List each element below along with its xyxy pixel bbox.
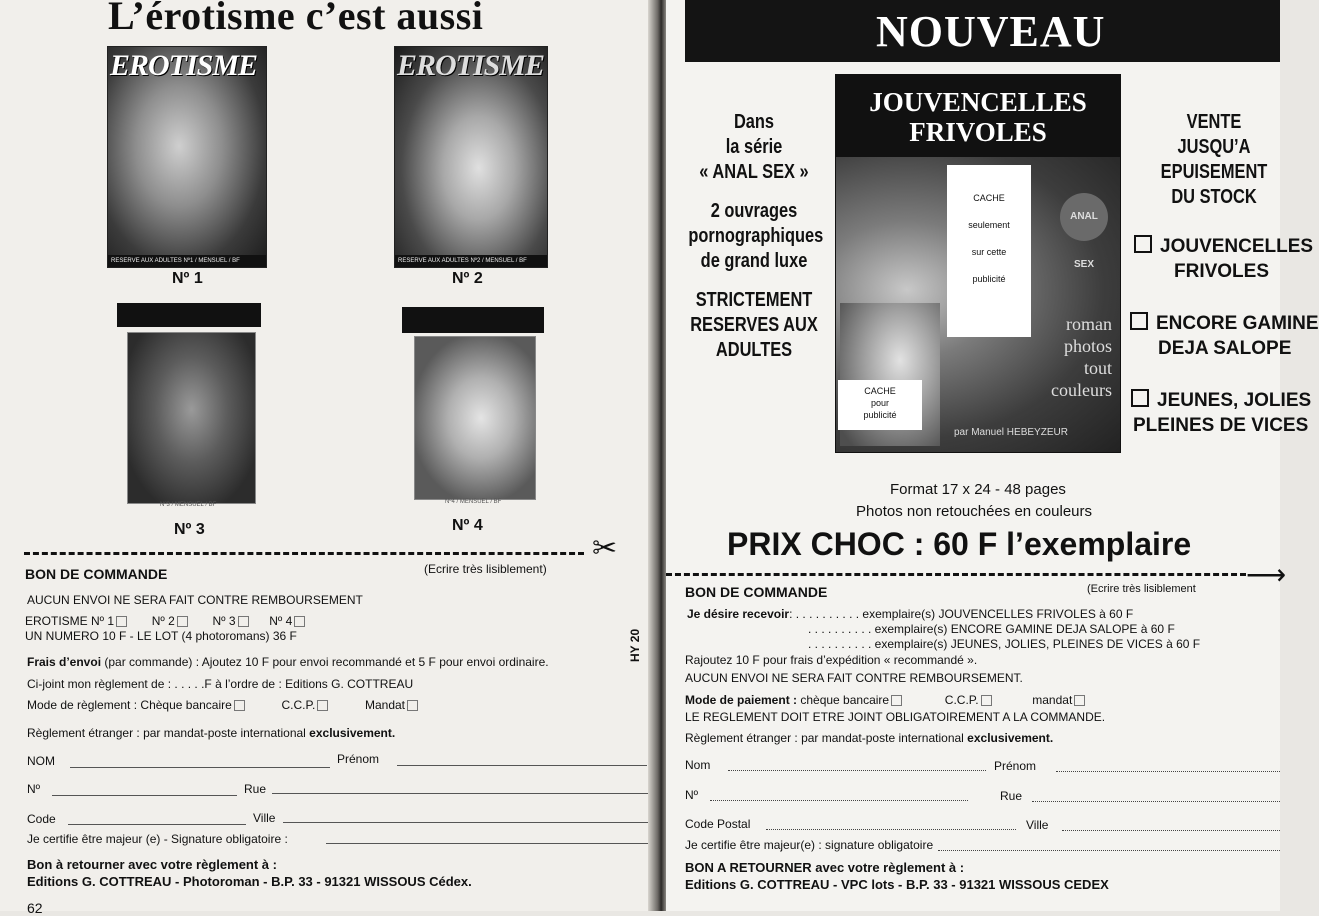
right-nom-field[interactable] <box>728 770 986 771</box>
right-prenom-label: Prénom <box>994 759 1037 773</box>
book-badge: ANAL SEX <box>1060 193 1108 241</box>
cache-big-3: sur cette <box>971 247 1007 257</box>
left-order-title: BON DE COMMANDE <box>25 566 168 582</box>
option-3-checkbox[interactable] <box>1131 389 1149 407</box>
mode-cheque-label: Mode de règlement : Chèque bancaire <box>27 698 232 712</box>
left-page-number: 62 <box>27 900 43 916</box>
promo-l5: pornographiques <box>688 225 824 247</box>
photos-line: Photos non retouchées en couleurs <box>856 503 1092 520</box>
cover-2 <box>394 46 548 268</box>
left-rue-label: Rue <box>244 782 267 796</box>
format-line: Format 17 x 24 - 48 pages <box>890 481 1066 498</box>
book-roman <box>1042 313 1112 401</box>
right-return-1: BON A RETOURNER avec votre règlement à : <box>685 860 965 875</box>
desire-1 <box>687 607 1133 621</box>
mode-mandat-checkbox[interactable] <box>407 700 418 711</box>
right-mode-cheque: chèque bancaire <box>797 693 890 707</box>
right-order-hint: (Ecrire très lisiblement <box>1087 583 1196 595</box>
item-3-label: Nº 3 <box>212 614 236 628</box>
mode-ccp-checkbox[interactable] <box>317 700 328 711</box>
promo-right-column <box>1124 110 1280 210</box>
option-1-checkbox[interactable] <box>1134 235 1152 253</box>
shipping-text: (par commande) : Ajoutez 10 F pour envoi recommandé et 5 F pour envoi ordinaire. <box>101 655 549 669</box>
roman-3: tout <box>1083 358 1112 378</box>
mode-ccp-label: C.C.P. <box>281 698 316 712</box>
right-mandat-checkbox[interactable] <box>1074 695 1085 706</box>
right-ccp-checkbox[interactable] <box>981 695 992 706</box>
right-no-label: Nº <box>685 788 699 802</box>
foreign-bold: exclusivement. <box>309 726 396 740</box>
left-nom-label: NOM <box>27 754 55 768</box>
option-3[interactable] <box>1131 388 1311 438</box>
option-2-line2: DEJA SALOPE <box>1158 338 1292 359</box>
arrow-icon: ⟶ <box>1246 559 1287 590</box>
right-return-2: Editions G. COTTREAU - VPC lots - B.P. 33 - 91321 WISSOUS CEDEX <box>685 877 1109 892</box>
desire-label: Je désire recevoir <box>687 607 790 621</box>
left-nom-field[interactable] <box>70 767 330 768</box>
right-code-label: Code Postal <box>685 817 751 831</box>
desire-item-1[interactable]: : . . . . . . . . . . exemplaire(s) JOUVENCELLES FRIVOLES à 60 F <box>789 607 1134 621</box>
cut-line-right <box>666 573 1246 576</box>
cache-big-1: CACHE <box>973 193 1005 203</box>
promo-l2: la série <box>725 136 783 158</box>
cache-big-2: seulement <box>968 220 1010 230</box>
option-2[interactable] <box>1130 311 1319 361</box>
right-must-join: LE REGLEMENT DOIT ETRE JOINT OBLIGATOIREMENT A LA COMMANDE. <box>685 710 1106 724</box>
right-rue-field[interactable] <box>1032 801 1280 802</box>
cache-small-2: pour <box>870 398 889 408</box>
mode-cheque-checkbox[interactable] <box>234 700 245 711</box>
item-4-checkbox[interactable] <box>294 616 305 627</box>
cover-2-label: Nº 2 <box>452 270 483 287</box>
option-3-line1: JEUNES, JOLIES <box>1157 390 1312 411</box>
book-cover <box>835 74 1121 453</box>
censor-bar-3 <box>117 303 261 327</box>
cover-2-strip: RESERVE AUX ADULTES Nº2 / MENSUEL / BF <box>395 255 547 267</box>
left-items-row <box>25 614 305 628</box>
left-side-code: HY 20 <box>628 628 642 662</box>
promo-l3: « ANAL SEX » <box>699 161 809 183</box>
mode-mandat-label: Mandat <box>364 698 405 712</box>
left-mode-row <box>27 698 418 712</box>
book-author: par Manuel HEBEYZEUR <box>954 427 1068 438</box>
left-no-label: Nº <box>27 782 41 796</box>
cache-big-4: publicité <box>972 274 1006 284</box>
promo-l7: STRICTEMENT <box>695 289 813 311</box>
cut-line-left <box>24 552 584 555</box>
right-rue-label: Rue <box>1000 789 1023 803</box>
right-page <box>666 0 1319 911</box>
left-headline: L’érotisme c’est aussi <box>108 0 484 38</box>
left-prenom-label: Prénom <box>337 752 380 766</box>
item-1-label: EROTISME Nº 1 <box>25 614 115 628</box>
cache-small-1: CACHE <box>864 386 896 396</box>
right-ville-field[interactable] <box>1062 830 1280 831</box>
item-1-checkbox[interactable] <box>116 616 127 627</box>
option-1-line2: FRIVOLES <box>1174 261 1270 282</box>
roman-4: couleurs <box>1051 380 1112 400</box>
right-cheque-checkbox[interactable] <box>891 695 902 706</box>
right-add-fee: Rajoutez 10 F pour frais d’expédition « recommandé ». <box>685 653 978 667</box>
right-foreign <box>685 731 1053 745</box>
book-cache-big <box>947 165 1031 337</box>
left-ville-label: Ville <box>253 811 276 825</box>
cover-1 <box>107 46 267 268</box>
roman-2: photos <box>1063 336 1112 356</box>
cover-3-strip: Nº3 / MENSUEL / BF <box>160 502 217 508</box>
cover-1-label: Nº 1 <box>172 270 203 287</box>
promo-l8: RESERVES AUX <box>690 314 818 336</box>
promo-l9: ADULTES <box>715 339 793 361</box>
right-ville-label: Ville <box>1026 818 1049 832</box>
right-certify: Je certifie être majeur(e) : signature obligatoire <box>685 838 934 852</box>
left-shipping <box>27 655 549 669</box>
promo-v2: JUSQU’A <box>1177 136 1251 158</box>
book-cache-small <box>838 380 922 430</box>
cover-1-masthead: EROTISME <box>110 49 258 82</box>
promo-l6: de grand luxe <box>700 250 808 272</box>
censor-bar-4 <box>402 307 544 333</box>
left-rue-field[interactable] <box>272 793 649 794</box>
right-no-cod: AUCUN ENVOI NE SERA FAIT CONTRE REMBOURSEMENT. <box>685 671 1023 685</box>
left-order-hint: (Ecrire très lisiblement) <box>424 562 547 576</box>
left-ville-field[interactable] <box>283 822 649 823</box>
cover-3-photo <box>127 332 256 504</box>
promo-l4: 2 ouvrages <box>710 200 798 222</box>
cover-4-photo <box>414 336 536 500</box>
left-prenom-field[interactable] <box>397 765 647 766</box>
desire-item-2[interactable]: . . . . . . . . . . exemplaire(s) ENCORE GAMINE DEJA SALOPE à 60 F <box>808 622 1175 636</box>
right-foreign-text: Règlement étranger : par mandat-poste international <box>685 731 968 745</box>
right-prenom-field[interactable] <box>1056 771 1280 772</box>
right-signature-field[interactable] <box>938 850 1280 851</box>
left-payment-line: Ci-joint mon règlement de : . . . . .F à l’ordre de : Editions G. COTTREAU <box>27 677 414 691</box>
cover-4-strip: Nº4 / MENSUEL / BF <box>445 499 502 505</box>
left-foreign <box>27 726 395 740</box>
desire-item-3[interactable]: . . . . . . . . . . exemplaire(s) JEUNES, JOLIES, PLEINES DE VICES à 60 F <box>808 637 1201 651</box>
option-1[interactable] <box>1134 234 1313 284</box>
right-order-title: BON DE COMMANDE <box>685 584 828 600</box>
cover-4-label: Nº 4 <box>452 517 483 534</box>
right-nom-label: Nom <box>685 758 711 772</box>
promo-l1: Dans <box>733 111 775 133</box>
left-certify: Je certifie être majeur (e) - Signature obligatoire : <box>27 832 288 846</box>
option-1-line1: JOUVENCELLES <box>1160 236 1314 257</box>
cover-2-masthead: EROTISME <box>397 49 545 82</box>
foreign-text: Règlement étranger : par mandat-poste international <box>27 726 310 740</box>
left-signature-field[interactable] <box>326 843 649 844</box>
option-3-line2: PLEINES DE VICES <box>1133 415 1309 436</box>
cover-3-label: Nº 3 <box>174 521 205 538</box>
promo-v1: VENTE <box>1186 111 1242 133</box>
left-return-1: Bon à retourner avec votre règlement à : <box>27 857 277 872</box>
left-code-label: Code <box>27 812 56 826</box>
left-no-cod: AUCUN ENVOI NE SERA FAIT CONTRE REMBOURSEMENT <box>27 593 363 607</box>
right-foreign-bold: exclusivement. <box>967 731 1054 745</box>
item-3-checkbox[interactable] <box>238 616 249 627</box>
cover-1-strip: RESERVE AUX ADULTES Nº1 / MENSUEL / BF <box>108 255 266 267</box>
price-headline: PRIX CHOC : 60 F l’exemplaire <box>727 526 1192 562</box>
item-2-checkbox[interactable] <box>177 616 188 627</box>
book-title-1: JOUVENCELLES <box>869 87 1087 117</box>
option-2-line1: ENCORE GAMINE <box>1156 313 1319 334</box>
item-4-label: Nº 4 <box>269 614 293 628</box>
right-no-field[interactable] <box>710 800 968 801</box>
item-2-label: Nº 2 <box>151 614 175 628</box>
left-code-field[interactable] <box>68 824 246 825</box>
right-mode-ccp: C.C.P. <box>944 693 979 707</box>
right-mode-row <box>685 693 1085 707</box>
roman-1: roman <box>1066 314 1112 334</box>
nouveau-title: NOUVEAU <box>876 7 1106 56</box>
right-mode-mandat: mandat <box>1032 693 1073 707</box>
promo-left-column <box>674 110 834 363</box>
left-return-2: Editions G. COTTREAU - Photoroman - B.P. 33 - 91321 WISSOUS Cédex. <box>27 874 472 889</box>
right-code-field[interactable] <box>766 829 1016 830</box>
shipping-label: Frais d’envoi <box>27 655 102 669</box>
left-price-line: UN NUMERO 10 F - LE LOT (4 photoromans) 36 F <box>25 629 297 643</box>
promo-v4: DU STOCK <box>1171 186 1257 208</box>
promo-v3: EPUISEMENT <box>1160 161 1268 183</box>
scissors-icon: ✂ <box>592 532 618 565</box>
right-mode-label: Mode de paiement : <box>685 693 798 707</box>
book-title-2: FRIVOLES <box>909 117 1047 147</box>
cache-small-3: publicité <box>863 410 897 420</box>
option-2-checkbox[interactable] <box>1130 312 1148 330</box>
left-no-field[interactable] <box>52 795 237 796</box>
